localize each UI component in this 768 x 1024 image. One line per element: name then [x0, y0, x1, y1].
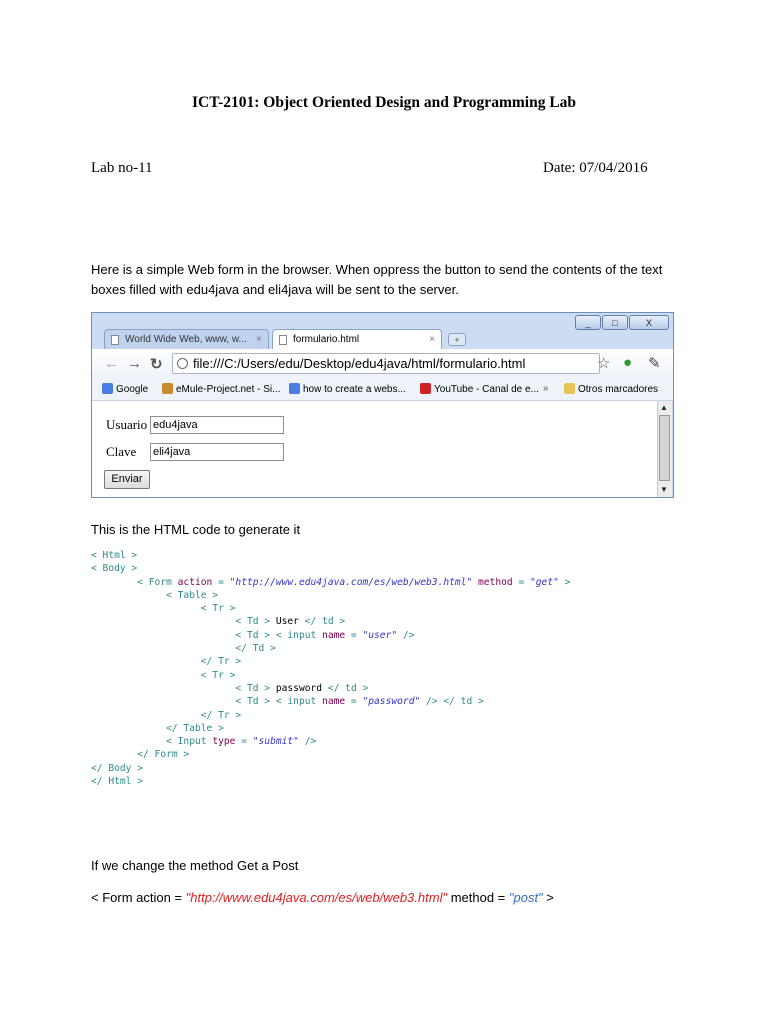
code-line: </ Form > — [137, 749, 190, 761]
lab-number: Lab no-11 — [91, 160, 153, 176]
code-line: < Td > < input name = "password" /> </ td > — [235, 696, 484, 708]
password-label: Clave — [106, 444, 137, 459]
browser-toolbar — [92, 349, 673, 379]
page-content — [92, 401, 657, 498]
lab-date: Date: 07/04/2016 — [543, 160, 648, 176]
page-icon — [111, 335, 119, 345]
reload-icon[interactable]: ↻ — [150, 356, 163, 373]
code-line: < Input type = "submit" /> — [166, 736, 317, 748]
post-method: "post" — [508, 890, 543, 905]
bookmark-how-to-create[interactable]: how to create a webs... — [289, 383, 406, 395]
new-tab-icon[interactable]: + — [448, 333, 466, 346]
document-title: ICT-2101: Object Oriented Design and Programming Lab — [191, 94, 577, 111]
emule-icon — [162, 383, 173, 394]
bookmark-overflow-icon[interactable]: » — [543, 383, 549, 394]
bookmarks-bar — [92, 379, 673, 401]
code-line: </ Html > — [91, 776, 143, 788]
user-label: Usuario — [106, 417, 148, 432]
intro-paragraph: Here is a simple Web form in the browser. When oppress the button to send the contents of the text boxes filled with edu4java and eli4java will be sent to the server. — [91, 262, 663, 297]
submit-button[interactable]: Enviar — [104, 470, 150, 489]
address-bar[interactable] — [172, 353, 600, 374]
code-line: </ Tr > — [200, 709, 242, 721]
globe-icon — [177, 358, 188, 369]
back-arrow-icon[interactable]: ← — [104, 355, 119, 372]
bookmark-youtube[interactable]: YouTube - Canal de e... — [420, 383, 539, 395]
wrench-icon[interactable]: ✎ — [648, 355, 661, 372]
tab-label: formulario.html — [293, 334, 360, 345]
code-line: < Td > User </ td > — [235, 616, 346, 628]
google-icon — [102, 383, 113, 394]
youtube-icon — [420, 383, 431, 394]
page-icon — [279, 335, 287, 345]
close-tab-icon[interactable]: × — [256, 334, 262, 345]
google-icon — [289, 383, 300, 394]
tab-formulario[interactable] — [272, 329, 442, 349]
tab-label: World Wide Web, www, w... — [125, 334, 247, 345]
address-url: file:///C:/Users/edu/Desktop/edu4java/html/formulario.html — [193, 356, 526, 371]
forward-arrow-icon[interactable]: → — [127, 355, 142, 372]
tab-world-wide-web[interactable] — [104, 329, 269, 349]
code-line: < Td > < input name = "user" /> — [235, 629, 415, 641]
bookmark-google[interactable]: Google — [102, 383, 148, 395]
vertical-scrollbar[interactable] — [657, 401, 672, 497]
window-controls — [574, 315, 669, 330]
star-icon[interactable]: ☆ — [597, 355, 611, 372]
scroll-up-icon[interactable]: ▲ — [660, 403, 668, 412]
post-url: "http://www.edu4java.com/es/web/web3.html" — [185, 890, 448, 905]
minimize-icon[interactable]: _ — [575, 315, 601, 330]
code-line: </ Body > — [91, 762, 143, 774]
code-line: < Table > — [166, 589, 219, 601]
change-method-paragraph: If we change the method Get a Post — [91, 858, 299, 873]
scroll-thumb[interactable] — [659, 415, 670, 481]
code-line: </ Table > — [166, 722, 224, 734]
extension-icon[interactable]: ● — [623, 354, 633, 371]
folder-icon — [564, 383, 575, 394]
code-line: </ Td > — [235, 643, 276, 655]
code-line: < Tr > — [200, 669, 236, 681]
maximize-icon[interactable]: □ — [602, 315, 628, 330]
scroll-down-icon[interactable]: ▼ — [660, 485, 668, 494]
code-line: < Tr > — [200, 603, 236, 615]
other-bookmarks[interactable]: Otros marcadores — [564, 383, 658, 395]
code-line: < Body > — [91, 563, 138, 575]
post-form-line: < Form action = "http://www.edu4java.com/es/web/web3.html" method = "post" > — [91, 890, 554, 905]
code-line: < Form action = "http://www.edu4java.com/es/web/web3.html" method = "get" > — [137, 576, 571, 588]
password-input[interactable]: eli4java — [150, 443, 284, 461]
html-code-block — [91, 549, 570, 788]
bookmark-emule[interactable]: eMule-Project.net - Si... — [162, 383, 280, 395]
close-window-icon[interactable]: X — [629, 315, 669, 330]
code-heading: This is the HTML code to generate it — [91, 522, 301, 537]
code-line: </ Tr > — [200, 656, 242, 668]
user-input[interactable]: edu4java — [150, 416, 284, 434]
code-line: < Td > password </ td > — [235, 682, 369, 694]
code-line: < Html > — [91, 550, 138, 561]
browser-screenshot — [91, 312, 674, 498]
close-tab-icon[interactable]: × — [429, 334, 435, 345]
